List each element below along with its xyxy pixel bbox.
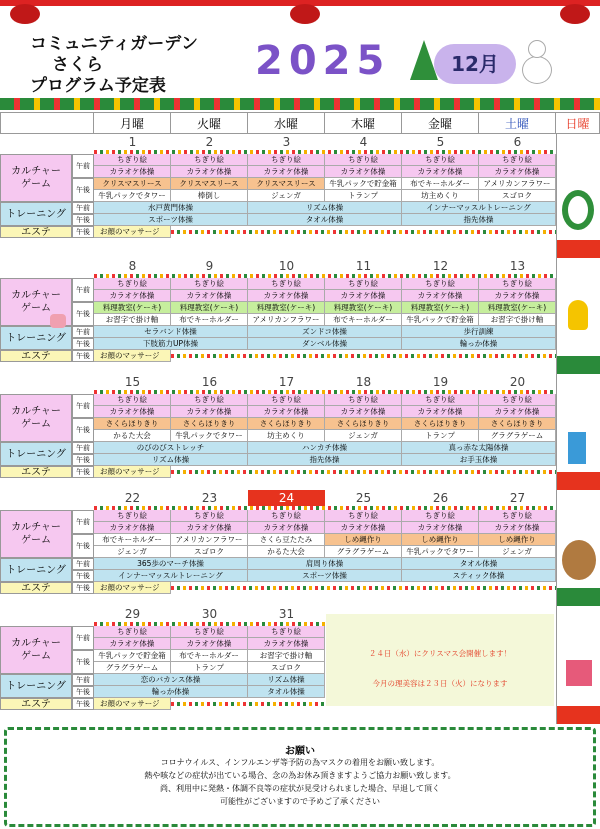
- activity-cell: ちぎり絵: [248, 154, 325, 166]
- day-header: 月曜: [94, 112, 171, 134]
- day-header: 木曜: [325, 112, 402, 134]
- christmas-party-text: ２４日（水）にクリスマス会開催します！: [368, 649, 512, 658]
- training-cell: リズム体操: [94, 454, 248, 466]
- activity-cell: グラグラゲーム: [479, 430, 556, 442]
- activity-cell: 布でキーホルダー: [171, 314, 248, 326]
- este-garland: [171, 586, 556, 590]
- activity-cell: ちぎり絵: [94, 510, 171, 522]
- date-cell: 16: [201, 375, 218, 389]
- activity-cell: ちぎり絵: [248, 278, 325, 290]
- activity-cell: グラグラゲーム: [325, 546, 402, 558]
- activity-cell: ちぎり絵: [402, 510, 479, 522]
- activity-cell: ちぎり絵: [248, 394, 325, 406]
- training-cell: タオル体操: [248, 686, 325, 698]
- slot-am: 午前: [72, 154, 94, 178]
- activity-cell: お習字で掛け軸: [248, 650, 325, 662]
- training-cell: のびのびストレッチ: [94, 442, 248, 454]
- sunday-bar: [556, 356, 600, 374]
- activity-cell: 布でキーホルダー: [94, 534, 171, 546]
- activity-cell: しめ縄作り: [325, 534, 402, 546]
- activity-cell: ちぎり絵: [325, 394, 402, 406]
- activity-cell: 牛乳パックで貯金箱: [325, 178, 402, 190]
- activity-cell: カラオケ体操: [325, 406, 402, 418]
- activity-cell: ちぎり絵: [171, 626, 248, 638]
- date-cell: 25: [355, 491, 372, 505]
- slot-pm: 午後: [72, 178, 94, 202]
- day-header: 日曜: [556, 112, 600, 134]
- activity-cell: ちぎり絵: [402, 394, 479, 406]
- activity-cell: カラオケ体操: [171, 290, 248, 302]
- activity-cell: さくらほりきり: [248, 418, 325, 430]
- slot-pm: 午後: [72, 698, 94, 710]
- date-cell: 9: [205, 259, 214, 273]
- slot-am: 午前: [72, 674, 94, 686]
- activity-cell: ジェンガ: [94, 546, 171, 558]
- training-cell: インナーマッスルトレーニング: [94, 570, 248, 582]
- slot-am: 午前: [72, 558, 94, 570]
- activity-cell: 料理教室(ケーキ): [325, 302, 402, 314]
- activity-cell: クリスマスリース: [94, 178, 171, 190]
- category-training: トレーニング: [0, 326, 72, 350]
- date-cell: 20: [509, 375, 526, 389]
- page-title: [30, 34, 198, 97]
- bow-icon: [10, 4, 40, 24]
- activity-cell: スゴロク: [171, 546, 248, 558]
- activity-cell: カラオケ体操: [479, 290, 556, 302]
- sunday-bar: [556, 706, 600, 724]
- year-label: 2025: [255, 38, 391, 84]
- activity-cell: カラオケ体操: [479, 406, 556, 418]
- activity-cell: アメリカンフラワー: [479, 178, 556, 190]
- category-training: トレーニング: [0, 202, 72, 226]
- slot-pm: 午後: [72, 454, 94, 466]
- date-cell: 26: [432, 491, 449, 505]
- activity-cell: ちぎり絵: [94, 626, 171, 638]
- slot-pm: 午後: [72, 582, 94, 594]
- garland: [0, 98, 600, 110]
- training-cell: セラバンド体操: [94, 326, 248, 338]
- este-cell: お顔のマッサージ: [94, 698, 171, 710]
- activity-cell: さくらほりきり: [171, 418, 248, 430]
- activity-cell: ちぎり絵: [171, 278, 248, 290]
- category-culture: カルチャー ゲーム: [0, 154, 72, 202]
- activity-cell: カラオケ体操: [94, 166, 171, 178]
- activity-cell: トランプ: [171, 662, 248, 674]
- slot-pm: 午後: [72, 686, 94, 698]
- activity-cell: トランプ: [402, 430, 479, 442]
- sunday-column: [556, 374, 600, 480]
- activity-cell: カラオケ体操: [171, 166, 248, 178]
- category-training: トレーニング: [0, 442, 72, 466]
- slot-am: 午前: [72, 394, 94, 418]
- este-cell: お顔のマッサージ: [94, 582, 171, 594]
- este-garland: [171, 230, 556, 234]
- training-cell: 恋のバカンス体操: [94, 674, 248, 686]
- category-culture: カルチャー ゲーム: [0, 510, 72, 558]
- activity-cell: 棒倒し: [171, 190, 248, 202]
- training-cell: ハンカチ体操: [248, 442, 402, 454]
- training-cell: タオル体操: [402, 558, 556, 570]
- activity-cell: カラオケ体操: [325, 166, 402, 178]
- activity-cell: カラオケ体操: [94, 290, 171, 302]
- activity-cell: カラオケ体操: [248, 406, 325, 418]
- activity-cell: さくら豆たたみ: [248, 534, 325, 546]
- training-cell: インナーマッスルトレーニング: [402, 202, 556, 214]
- activity-cell: カラオケ体操: [479, 166, 556, 178]
- sunday-bar: [556, 588, 600, 606]
- este-garland: [171, 354, 556, 358]
- date-cell: 4: [359, 135, 368, 149]
- category-este: エステ: [0, 466, 72, 478]
- activity-cell: カラオケ体操: [94, 406, 171, 418]
- date-cell: 23: [201, 491, 218, 505]
- activity-cell: ジェンガ: [248, 190, 325, 202]
- activity-cell: ジェンガ: [325, 430, 402, 442]
- date-cell: 8: [128, 259, 137, 273]
- day-header: 土曜: [479, 112, 556, 134]
- slot-pm: 午後: [72, 534, 94, 558]
- activity-cell: ちぎり絵: [402, 278, 479, 290]
- activity-cell: さくらほりきり: [402, 418, 479, 430]
- date-cell: 12: [432, 259, 449, 273]
- category-este: エステ: [0, 698, 72, 710]
- slot-pm: 午後: [72, 418, 94, 442]
- activity-cell: さくらほりきり: [325, 418, 402, 430]
- activity-cell: 牛乳パックでタワー: [402, 546, 479, 558]
- training-cell: スポーツ体操: [248, 570, 402, 582]
- activity-cell: 料理教室(ケーキ): [402, 302, 479, 314]
- activity-cell: カラオケ体操: [171, 522, 248, 534]
- activity-cell: カラオケ体操: [325, 522, 402, 534]
- corner-cell: [0, 112, 94, 134]
- activity-cell: カラオケ体操: [248, 638, 325, 650]
- activity-cell: カラオケ体操: [325, 290, 402, 302]
- sunday-column: [556, 606, 600, 706]
- activity-cell: ちぎり絵: [248, 510, 325, 522]
- este-cell: お顔のマッサージ: [94, 350, 171, 362]
- training-cell: スティック体操: [402, 570, 556, 582]
- date-cell: 17: [278, 375, 295, 389]
- activity-cell: カラオケ体操: [94, 522, 171, 534]
- day-header: 金曜: [402, 112, 479, 134]
- slot-am: 午前: [72, 442, 94, 454]
- activity-cell: 牛乳パックでタワー: [171, 430, 248, 442]
- activity-cell: ちぎり絵: [171, 510, 248, 522]
- date-cell: 18: [355, 375, 372, 389]
- training-cell: お手玉体操: [402, 454, 556, 466]
- activity-cell: カラオケ体操: [402, 406, 479, 418]
- sunday-bar: [556, 240, 600, 258]
- training-cell: タオル体操: [248, 214, 402, 226]
- activity-cell: カラオケ体操: [248, 290, 325, 302]
- notice-line: 尚、利用中に発熱・体調不良等の症状が見受けられました場合、早退して頂く: [160, 784, 440, 793]
- date-cell: 10: [278, 259, 295, 273]
- activity-cell: 牛乳パックで貯金箱: [94, 650, 171, 662]
- category-culture: カルチャー ゲーム: [0, 626, 72, 674]
- category-culture: カルチャー ゲーム: [0, 278, 72, 326]
- activity-cell: ちぎり絵: [171, 154, 248, 166]
- activity-cell: 料理教室(ケーキ): [248, 302, 325, 314]
- category-training: トレーニング: [0, 558, 72, 582]
- activity-cell: カラオケ体操: [248, 522, 325, 534]
- slot-pm: 午後: [72, 338, 94, 350]
- slot-pm: 午後: [72, 650, 94, 674]
- activity-cell: ちぎり絵: [479, 154, 556, 166]
- training-cell: ズンドコ体操: [248, 326, 402, 338]
- activity-cell: トランプ: [325, 190, 402, 202]
- activity-cell: しめ縄作り: [402, 534, 479, 546]
- slot-pm: 午後: [72, 302, 94, 326]
- notice-line: 熱や咳などの症状が出ている場合、念の為お休み頂きますようご協力お願い致します。: [144, 771, 456, 780]
- christmas-notice-box: [326, 614, 554, 706]
- day-header: 火曜: [171, 112, 248, 134]
- este-cell: お顔のマッサージ: [94, 466, 171, 478]
- activity-cell: アメリカンフラワー: [171, 534, 248, 546]
- header: [0, 0, 600, 112]
- haircut-text: 今月の理美容は２３日（火）になります: [372, 679, 508, 688]
- date-cell: 30: [201, 607, 218, 621]
- slot-pm: 午後: [72, 350, 94, 362]
- date-cell: 3: [282, 135, 291, 149]
- slot-am: 午前: [72, 202, 94, 214]
- activity-cell: 料理教室(ケーキ): [94, 302, 171, 314]
- activity-cell: グラグラゲーム: [94, 662, 171, 674]
- date-cell: 11: [355, 259, 372, 273]
- date-cell: 1: [128, 135, 137, 149]
- training-cell: 歩行訓練: [402, 326, 556, 338]
- activity-cell: カラオケ体操: [479, 522, 556, 534]
- activity-cell: 料理教室(ケーキ): [171, 302, 248, 314]
- activity-cell: ジェンガ: [479, 546, 556, 558]
- training-cell: ダンベル体操: [248, 338, 402, 350]
- activity-cell: 牛乳パックでタワー: [94, 190, 171, 202]
- activity-cell: ちぎり絵: [479, 394, 556, 406]
- snowman-icon: [522, 40, 552, 86]
- este-garland: [171, 470, 556, 474]
- slot-pm: 午後: [72, 570, 94, 582]
- activity-cell: 布でキーホルダー: [171, 650, 248, 662]
- activity-cell: かるた大会: [248, 546, 325, 558]
- activity-cell: 坊主めくり: [248, 430, 325, 442]
- activity-cell: 牛乳パックで貯金箱: [402, 314, 479, 326]
- date-cell: 13: [509, 259, 526, 273]
- activity-cell: クリスマスリース: [171, 178, 248, 190]
- training-cell: 下肢筋力UP体操: [94, 338, 248, 350]
- activity-cell: アメリカンフラワー: [248, 314, 325, 326]
- activity-cell: クリスマスリース: [248, 178, 325, 190]
- training-cell: 指先体操: [402, 214, 556, 226]
- notice-title: お願い: [285, 746, 315, 757]
- date-cell: 24: [248, 490, 325, 506]
- activity-cell: カラオケ体操: [171, 638, 248, 650]
- category-este: エステ: [0, 582, 72, 594]
- stocking-icon: [568, 432, 586, 464]
- slot-am: 午前: [72, 510, 94, 534]
- reindeer-icon: [562, 540, 596, 580]
- activity-cell: さくらほりきり: [94, 418, 171, 430]
- training-cell: 輪っか体操: [402, 338, 556, 350]
- training-cell: リズム体操: [248, 202, 402, 214]
- date-cell: 15: [124, 375, 141, 389]
- este-cell: お顔のマッサージ: [94, 226, 171, 238]
- activity-cell: 坊主めくり: [402, 190, 479, 202]
- activity-cell: さくらほりきり: [479, 418, 556, 430]
- activity-cell: 布でキーホルダー: [402, 178, 479, 190]
- activity-cell: ちぎり絵: [325, 510, 402, 522]
- title-line: コミュニティガーデン: [30, 34, 198, 54]
- slot-am: 午前: [72, 326, 94, 338]
- activity-cell: お習字で掛け軸: [479, 314, 556, 326]
- activity-cell: ちぎり絵: [325, 278, 402, 290]
- activity-cell: カラオケ体操: [402, 522, 479, 534]
- category-este: エステ: [0, 226, 72, 238]
- training-cell: リズム体操: [248, 674, 325, 686]
- category-culture: カルチャー ゲーム: [0, 394, 72, 442]
- activity-cell: カラオケ体操: [171, 406, 248, 418]
- activity-cell: ちぎり絵: [402, 154, 479, 166]
- activity-cell: ちぎり絵: [171, 394, 248, 406]
- slot-am: 午前: [72, 626, 94, 650]
- activity-cell: ちぎり絵: [479, 278, 556, 290]
- activity-cell: お習字で掛け軸: [94, 314, 171, 326]
- date-cell: 19: [432, 375, 449, 389]
- slot-pm: 午後: [72, 226, 94, 238]
- notice-line: コロナウイルス、インフルエンザ等予防の為マスクの着用をお願い致します。: [160, 758, 440, 767]
- bow-icon: [560, 4, 590, 24]
- title-line: さくら: [52, 55, 103, 75]
- activity-cell: スゴロク: [248, 662, 325, 674]
- slot-pm: 午後: [72, 466, 94, 478]
- activity-cell: ちぎり絵: [94, 154, 171, 166]
- activity-cell: ちぎり絵: [94, 278, 171, 290]
- activity-cell: 布でキーホルダー: [325, 314, 402, 326]
- activity-cell: カラオケ体操: [402, 290, 479, 302]
- cake-icon: [50, 314, 66, 328]
- date-cell: 27: [509, 491, 526, 505]
- activity-cell: しめ縄作り: [479, 534, 556, 546]
- month-badge: 12月: [434, 44, 516, 84]
- date-cell: 29: [124, 607, 141, 621]
- notice-line: 可能性がございますので予めご了承ください: [220, 797, 380, 806]
- activity-cell: ちぎり絵: [248, 626, 325, 638]
- date-cell: 5: [436, 135, 445, 149]
- este-garland: [171, 702, 325, 706]
- activity-cell: ちぎり絵: [94, 394, 171, 406]
- activity-cell: ちぎり絵: [479, 510, 556, 522]
- gift-icon: [566, 660, 592, 686]
- bow-icon: [290, 4, 320, 24]
- date-cell: 6: [513, 135, 522, 149]
- day-header: 水曜: [248, 112, 325, 134]
- training-cell: 肩周り体操: [248, 558, 402, 570]
- training-cell: 指先体操: [248, 454, 402, 466]
- activity-cell: スゴロク: [479, 190, 556, 202]
- training-cell: 輪っか体操: [94, 686, 248, 698]
- activity-cell: カラオケ体操: [94, 638, 171, 650]
- slot-am: 午前: [72, 278, 94, 302]
- sunday-bar: [556, 472, 600, 490]
- wreath-icon: [562, 190, 594, 230]
- training-cell: 真っ赤な太陽体操: [402, 442, 556, 454]
- title-line: プログラム予定表: [30, 76, 166, 96]
- training-cell: スポーツ体操: [94, 214, 248, 226]
- date-cell: 2: [205, 135, 214, 149]
- training-cell: 水戸黄門体操: [94, 202, 248, 214]
- date-cell: 31: [278, 607, 295, 621]
- training-cell: 365歩のマーチ体操: [94, 558, 248, 570]
- date-cell: 22: [124, 491, 141, 505]
- activity-cell: かるた大会: [94, 430, 171, 442]
- activity-cell: カラオケ体操: [248, 166, 325, 178]
- activity-cell: カラオケ体操: [402, 166, 479, 178]
- category-este: エステ: [0, 350, 72, 362]
- slot-pm: 午後: [72, 214, 94, 226]
- activity-cell: 料理教室(ケーキ): [479, 302, 556, 314]
- bell-icon: [568, 300, 588, 330]
- activity-cell: ちぎり絵: [325, 154, 402, 166]
- category-training: トレーニング: [0, 674, 72, 698]
